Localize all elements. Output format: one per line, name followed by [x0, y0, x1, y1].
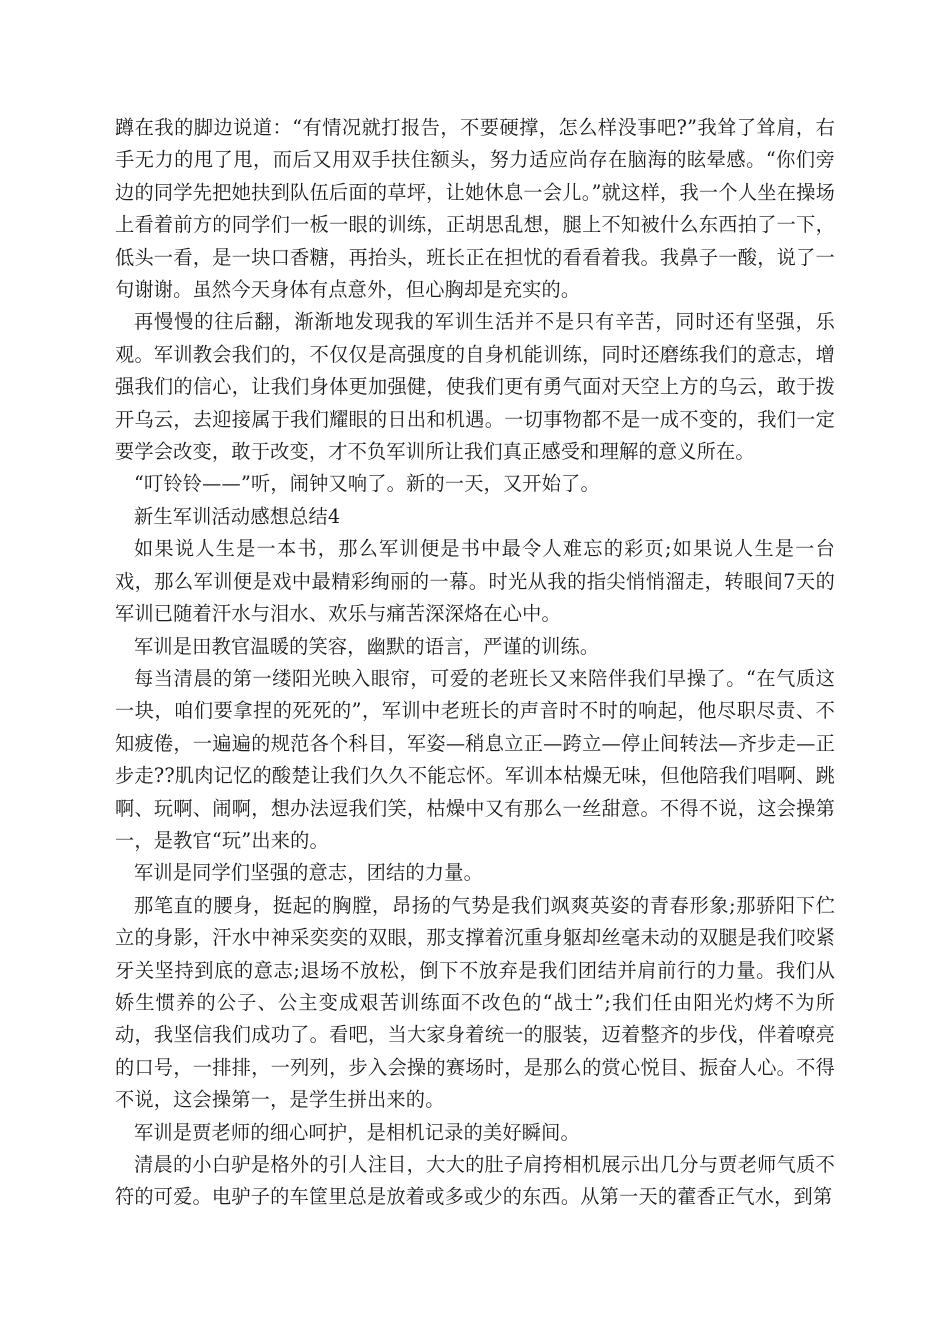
paragraph-6: 每当清晨的第一缕阳光映入眼帘，可爱的老班长又来陪伴我们早操了。“在气质这一块，咱们要拿捏的死死的”，军训中老班长的声音时不时的响起，他尽职尽责、不知疲倦，一遍遍的规范各个科目，军姿—稍息立正—跨立—停止间转法—齐步走—正步走??肌肉记忆的酸楚让我们久久不能忘怀。军训本枯燥无味，但他陪我们唱啊、跳啊、玩啊、闹啊，想办法逗我们笑，枯燥中又有那么一丝甜意。不得不说，这会操第一，是教官“玩”出来的。 — [115, 666, 835, 852]
paragraph-5: 军训是田教官温暖的笑容，幽默的语言，严谨的训练。 — [134, 634, 600, 658]
paragraph-7: 军训是同学们坚强的意志，团结的力量。 — [134, 861, 483, 885]
paragraph-9: 军训是贾老师的细心呵护，是相机记录的美好瞬间。 — [134, 1120, 580, 1144]
paragraph-4: 如果说人生是一本书，那么军训便是书中最令人难忘的彩页;如果说人生是一台戏，那么军训便是戏中最精彩绚丽的一幕。时光从我的指尖悄悄溜走，转眼间7天的军训已随着汗水与泪水、欢乐与痛苦深深烙在心中。 — [115, 537, 835, 626]
paragraph-3: “叮铃铃——”听，闹钟又响了。新的一天，又开始了。 — [134, 472, 600, 496]
section-heading: 新生军训活动感想总结4 — [134, 504, 341, 528]
paragraph-2: 再慢慢的往后翻，渐渐地发现我的军训生活并不是只有辛苦，同时还有坚强，乐观。军训教会我们的，不仅仅是高强度的自身机能训练，同时还磨练我们的意志，增强我们的信心，让我们身体更加强健，使我们更有勇气面对天空上方的乌云，敢于拨开乌云，去迎接属于我们耀眼的日出和机遇。一切事物都不是一成不变的，我们一定要学会改变，敢于改变，才不负军训所让我们真正感受和理解的意义所在。 — [115, 310, 835, 464]
paragraph-8: 那笔直的腰身，挺起的胸膛，昂扬的气势是我们飒爽英姿的青春形象;那骄阳下伫立的身影，汗水中神采奕奕的双眼，那支撑着沉重身躯却丝毫未动的双腿是我们咬紧牙关坚持到底的意志;退场不放松，倒下不放弃是我们团结并肩前行的力量。我们从娇生惯养的公子、公主变成艰苦训练面不改色的“战士”;我们任由阳光灼烤不为所动，我坚信我们成功了。看吧，当大家身着统一的服装，迈着整齐的步伐，伴着嘹亮的口号，一排排，一列列，步入会操的赛场时，是那么的赏心悦目、振奋人心。不得不说，这会操第一，是学生拼出来的。 — [115, 893, 835, 1112]
document-page — [115, 112, 835, 1214]
paragraph-1: 蹲在我的脚边说道：“有情况就打报告，不要硬撑，怎么样没事吧?”我耸了耸肩，右手无力的甩了甩，而后又用双手扶住额头，努力适应尚存在脑海的眩晕感。“你们旁边的同学先把她扶到队伍后面的草坪，让她休息一会儿。”就这样，我一个人坐在操场上看着前方的同学们一板一眼的训练，正胡思乱想，腿上不知被什么东西拍了一下，低头一看，是一块口香糖，再抬头，班长正在担忧的看看着我。我鼻子一酸，说了一句谢谢。虽然今天身体有点意外，但心胸却是充实的。 — [115, 116, 835, 302]
paragraph-10: 清晨的小白驴是格外的引人注目，大大的肚子肩挎相机展示出几分与贾老师气质不符的可爱。电驴子的车筐里总是放着或多或少的东西。从第一天的藿香正气水，到第 — [115, 1153, 835, 1209]
